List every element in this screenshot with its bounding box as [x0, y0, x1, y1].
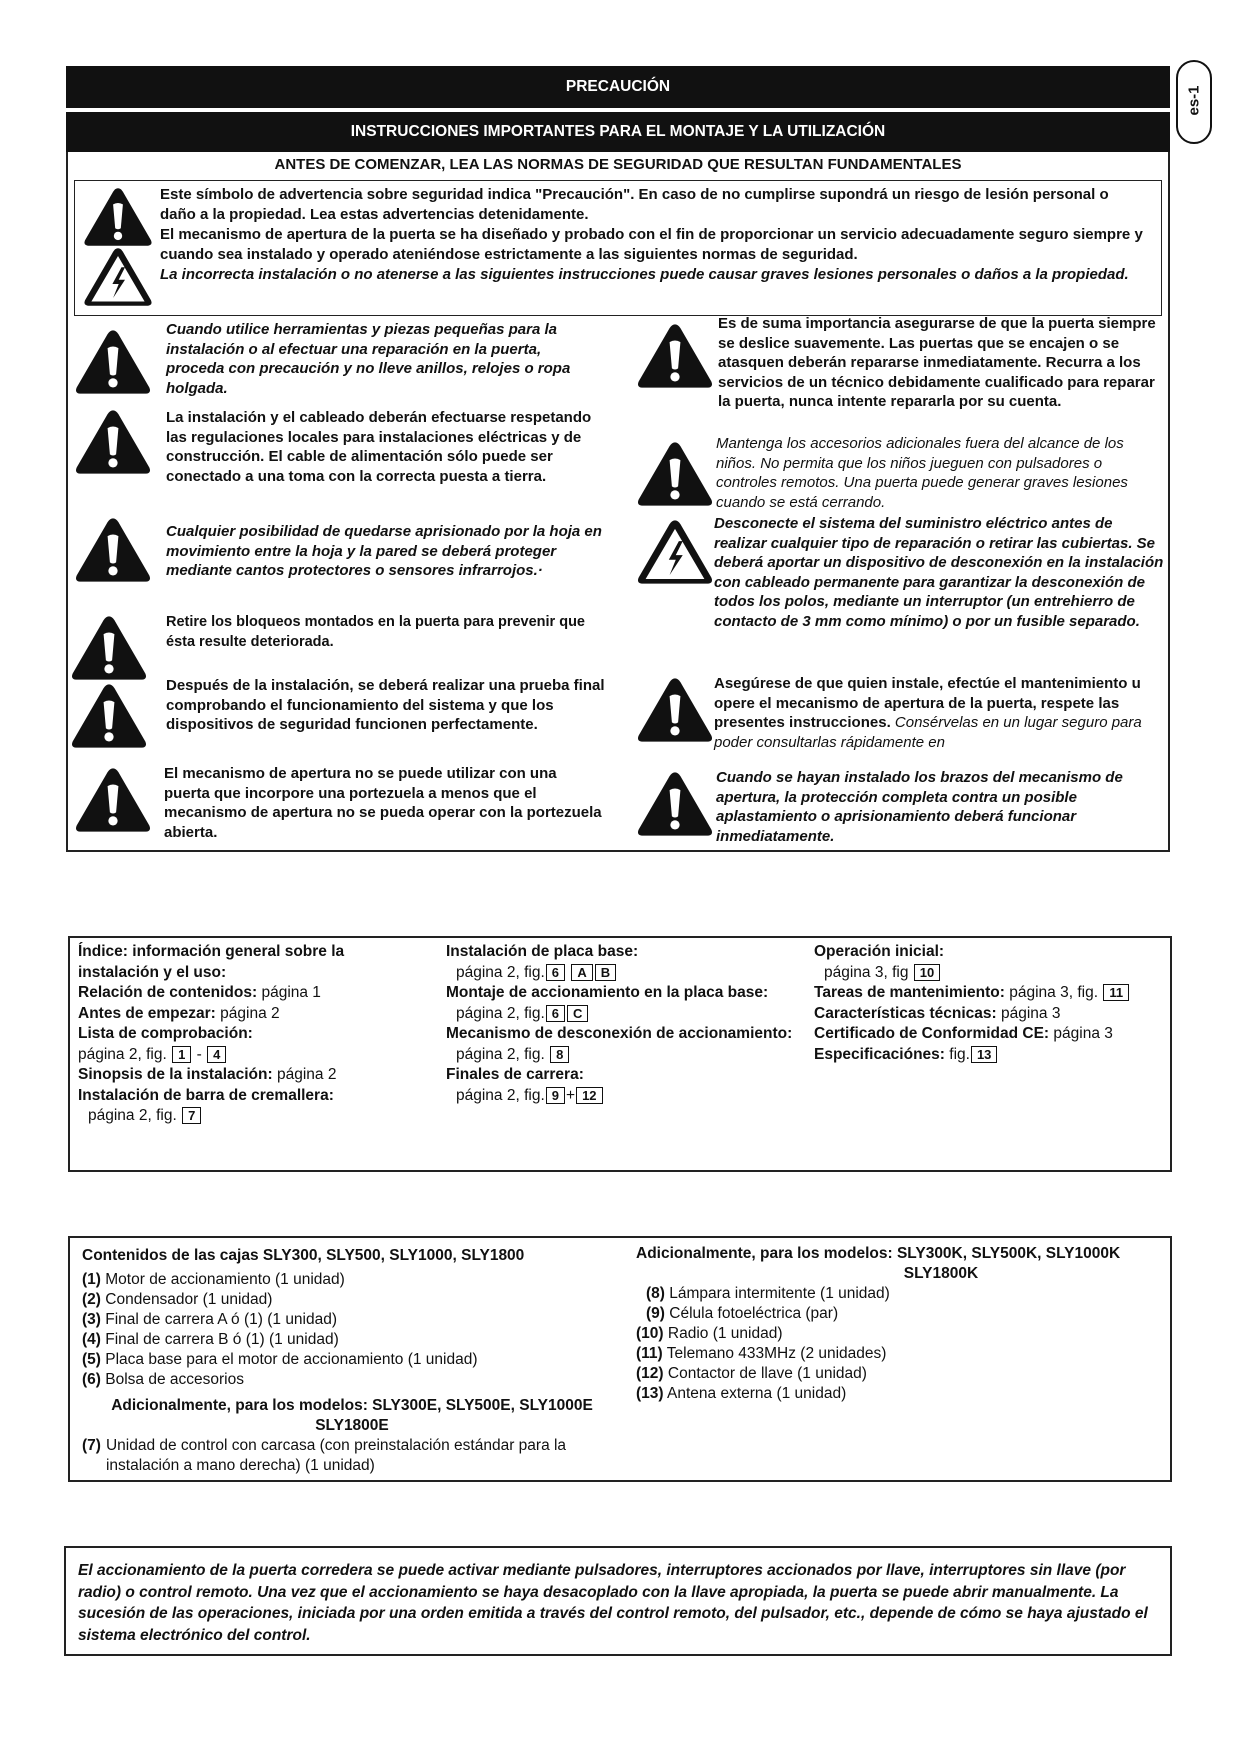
fig-ref: 4 [207, 1046, 226, 1063]
index-rack-label: Instalación de barra de cremallera: [78, 1086, 334, 1104]
entrapment-warning: Cualquier posibilidad de quedarse aprisionado por la hoja en movimiento entre la hoja y la pared se deberá proteger mediante cantos protectores o sensores infrarrojos.· [166, 523, 602, 580]
list-item: (10) Radio (1 unidad) [636, 1325, 783, 1342]
fig-ref: B [595, 964, 616, 981]
index-limits-label: Finales de carrera: [446, 1066, 584, 1083]
list-item: (6) Bolsa de accesorios [82, 1371, 244, 1388]
operation-note-box [64, 1546, 1172, 1656]
keep-instructions-text: Consérvelas en un lugar seguro para poder consultarlas rápidamente en [714, 714, 1142, 751]
smooth-sliding-warning: Es de suma importancia asegurarse de que la puerta siempre se deslice suavemente. Las puertas que se encajen o se atasquen deberán repararse inmediatamente. Recurra a los servicios de un técnico debidamente cualificado para reparar la puerta, nunca intente repararla por su cuenta. [718, 315, 1156, 411]
wicket-door-warning: El mecanismo de apertura no se puede utilizar con una puerta que incorpore una portezuela a menos que el mecanismo de apertura no se pueda operar con la portezuela abierta. [164, 765, 602, 841]
index-technical-entry[interactable]: Características técnicas: página 3 [814, 1004, 1061, 1022]
fig-ref: 6 [546, 964, 565, 981]
warning-triangle-icon [74, 516, 152, 584]
index-column-operation [814, 942, 1170, 1065]
fig-ref: 8 [550, 1046, 569, 1063]
caution-title: PRECAUCIÓN [565, 78, 671, 95]
index-release-entry[interactable]: página 2, fig. 8 [446, 1045, 816, 1066]
warning-triangle-icon [70, 614, 148, 682]
intro-design-text: El mecanismo de apertura de la puerta se ha diseñado y probado con el fin de proporcionar un servicio adecuadamente seguro siempre y cuando sea instalado y operado ateniéndose estrictamente a las siguientes normas de seguridad. [160, 226, 1143, 263]
warning-triangle-icon [636, 676, 714, 744]
intro-caution-text: Este símbolo de advertencia sobre seguridad indica "Precaución". En caso de no cumplirse supondrá un riesgo de lesión personal o daño a la propiedad. Lea estas advertencias detenidamente. [160, 186, 1109, 223]
fig-ref: 6 [546, 1005, 565, 1022]
index-checklist-entry[interactable]: página 2, fig. 1 - 4 [78, 1045, 418, 1066]
e-models-title: Adicionalmente, para los modelos: SLY300E, SLY500E, SLY1000E SLY1800E [111, 1397, 593, 1434]
fig-ref: 12 [576, 1087, 602, 1104]
index-mount-entry[interactable]: página 2, fig. 6 C [446, 1004, 816, 1025]
follow-instructions-text: Asegúrese de que quien instale, efectúe el mantenimiento u opere el mecanismo de apertura de la puerta, respete las presentes instrucciones. [714, 675, 1141, 732]
index-contents-entry[interactable]: Relación de contenidos: página 1 [78, 984, 321, 1001]
list-item: (1) Motor de accionamiento (1 unidad) [82, 1271, 345, 1288]
locks-warning: Retire los bloqueos montados en la puerta para prevenir que ésta resulte deteriorada. [166, 614, 585, 650]
fig-ref: A [571, 964, 592, 981]
index-box [68, 936, 1172, 1172]
index-baseplate-label: Instalación de placa base: [446, 943, 639, 960]
warning-triangle-icon [636, 770, 714, 838]
index-release-label: Mecanismo de desconexión de accionamiento: [446, 1025, 793, 1042]
list-item: (4) Final de carrera B ó (1) (1 unidad) [82, 1331, 339, 1348]
index-synopsis-entry[interactable]: Sinopsis de la instalación: página 2 [78, 1066, 337, 1083]
index-mount-label: Montaje de accionamiento en la placa base: [446, 984, 769, 1001]
contents-left-column [82, 1246, 622, 1476]
intro-incorrect-install-text: La incorrecta instalación o no atenerse a las siguientes instrucciones puede causar graves lesiones personales o daños a la propiedad. [160, 266, 1129, 283]
fig-ref: 13 [971, 1046, 997, 1063]
warning-triangle-icon [74, 408, 152, 476]
box-contents [68, 1236, 1172, 1482]
instructions-title-bar [66, 112, 1170, 152]
tools-warning: Cuando utilice herramientas y piezas pequeñas para la instalación o al efectuar una reparación en la puerta, proceda con precaución y no lleve anillos, relojes o ropa holgada. [166, 321, 571, 397]
wiring-warning: La instalación y el cableado deberán efectuarse respetando las regulaciones locales para instalaciones eléctricas y de construcción. El cable de alimentación sólo puede ser conectado a una toma con la correcta puesta a tierra. [166, 409, 592, 485]
index-initial-label: Operación inicial: [814, 943, 945, 960]
follow-instructions-warning [714, 674, 1166, 751]
fig-ref: 9 [546, 1087, 565, 1104]
page-tab [1176, 60, 1212, 144]
fig-ref: 1 [172, 1046, 191, 1063]
fig-ref: C [567, 1005, 588, 1022]
fig-ref: 11 [1103, 984, 1129, 1001]
children-warning: Mantenga los accesorios adicionales fuera del alcance de los niños. No permita que los niños jueguen con pulsadores o controles remotos. Una puerta puede generar graves lesiones cuando se está cerrando. [716, 435, 1128, 511]
index-limits-entry[interactable]: página 2, fig. 9 + 12 [446, 1086, 816, 1107]
contents-right-column [636, 1244, 1166, 1404]
index-initial-entry[interactable]: página 3, fig 10 [814, 963, 1170, 984]
warning-triangle-icon [636, 322, 714, 390]
index-rack-entry[interactable]: página 2, fig. 7 [78, 1106, 418, 1127]
before-start-heading: ANTES DE COMENZAR, LEA LAS NORMAS DE SEGURIDAD QUE RESULTAN FUNDAMENTALES [274, 156, 962, 173]
electric-hazard-icon [636, 518, 714, 586]
electric-hazard-icon [83, 246, 153, 308]
list-item: (8) Lámpara intermitente (1 unidad) [646, 1285, 890, 1302]
list-item: (5) Placa base para el motor de accionamiento (1 unidad) [82, 1351, 478, 1368]
list-item: (7) Unidad de control con carcasa (con preinstalación estándar para la instalación a mano derecha) (1 unidad) [82, 1437, 567, 1474]
final-test-warning: Después de la instalación, se deberá realizar una prueba final comprobando el funcionamiento del sistema y que los dispositivos de seguridad funcionen perfectamente. [166, 677, 605, 734]
warning-triangle-icon [74, 328, 152, 396]
list-item: (9) Célula fotoeléctrica (par) [646, 1305, 839, 1322]
disconnect-power-warning: Desconecte el sistema del suministro eléctrico antes de realizar cualquier tipo de reparación o retirar las cubiertas. Se deberá aportar un dispositivo de desconexión en la instalación con cableado permanente para garantizar la desconexión de todos los polos, mediante un interruptor (un entrehierro de contacto de 3 mm como mínimo) o por un fusible separado. [714, 515, 1164, 630]
list-item: (12) Contactor de llave (1 unidad) [636, 1365, 867, 1382]
index-baseplate-entry[interactable]: página 2, fig. 6 A B [446, 963, 816, 984]
warning-triangle-icon [74, 766, 152, 834]
index-maintenance-entry[interactable]: Tareas de mantenimiento: página 3, fig. 11 [814, 983, 1170, 1004]
warning-triangle-icon [83, 186, 153, 248]
list-item: (11) Telemano 433MHz (2 unidades) [636, 1345, 887, 1362]
caution-title-bar [66, 66, 1170, 108]
index-ce-entry[interactable]: Certificado de Conformidad CE: página 3 [814, 1025, 1113, 1042]
index-title: Índice: información general sobre la instalación y el uso: [78, 943, 345, 981]
k-models-title: Adicionalmente, para los modelos: SLY300K, SLY500K, SLY1000K SLY1800K [636, 1245, 1121, 1282]
list-item: (3) Final de carrera A ó (1) (1 unidad) [82, 1311, 338, 1328]
contents-title: Contenidos de las cajas SLY300, SLY500, SLY1000, SLY1800 [82, 1247, 525, 1264]
list-item: (2) Condensador (1 unidad) [82, 1291, 273, 1308]
operation-note: El accionamiento de la puerta corredera se puede activar mediante pulsadores, interruptores accionados por llave, interruptores sin llave (por radio) o control remoto. Una vez que el accionamiento se haya desacoplado con la llave apropiada, la puerta se puede abrir manualmente. La sucesión de las operaciones, iniciada por una orden emitida a través del control remoto, del pulsador, etc., depende de cómo se haya ajustado el sistema electrónico del control. [78, 1562, 1148, 1644]
page-number-label: es-1 [1185, 85, 1203, 116]
index-before-entry[interactable]: Antes de empezar: página 2 [78, 1004, 280, 1022]
arm-protection-warning: Cuando se hayan instalado los brazos del mecanismo de apertura, la protección completa contra un posible aplastamiento o aprisionamiento deberá funcionar inmediatamente. [716, 769, 1123, 845]
index-column-general [78, 942, 418, 1127]
index-column-install [446, 942, 816, 1106]
warning-triangle-icon [70, 682, 148, 750]
fig-ref: 7 [182, 1107, 201, 1124]
instructions-title: INSTRUCCIONES IMPORTANTES PARA EL MONTAJE Y LA UTILIZACIÓN [350, 123, 886, 140]
warning-triangle-icon [636, 440, 714, 508]
list-item: (13) Antena externa (1 unidad) [636, 1385, 847, 1402]
index-specs-entry[interactable]: Especificaciónes: fig. 13 [814, 1045, 1170, 1066]
fig-ref: 10 [914, 964, 940, 981]
intro-box [74, 180, 1162, 316]
index-checklist-label: Lista de comprobación: [78, 1025, 253, 1042]
